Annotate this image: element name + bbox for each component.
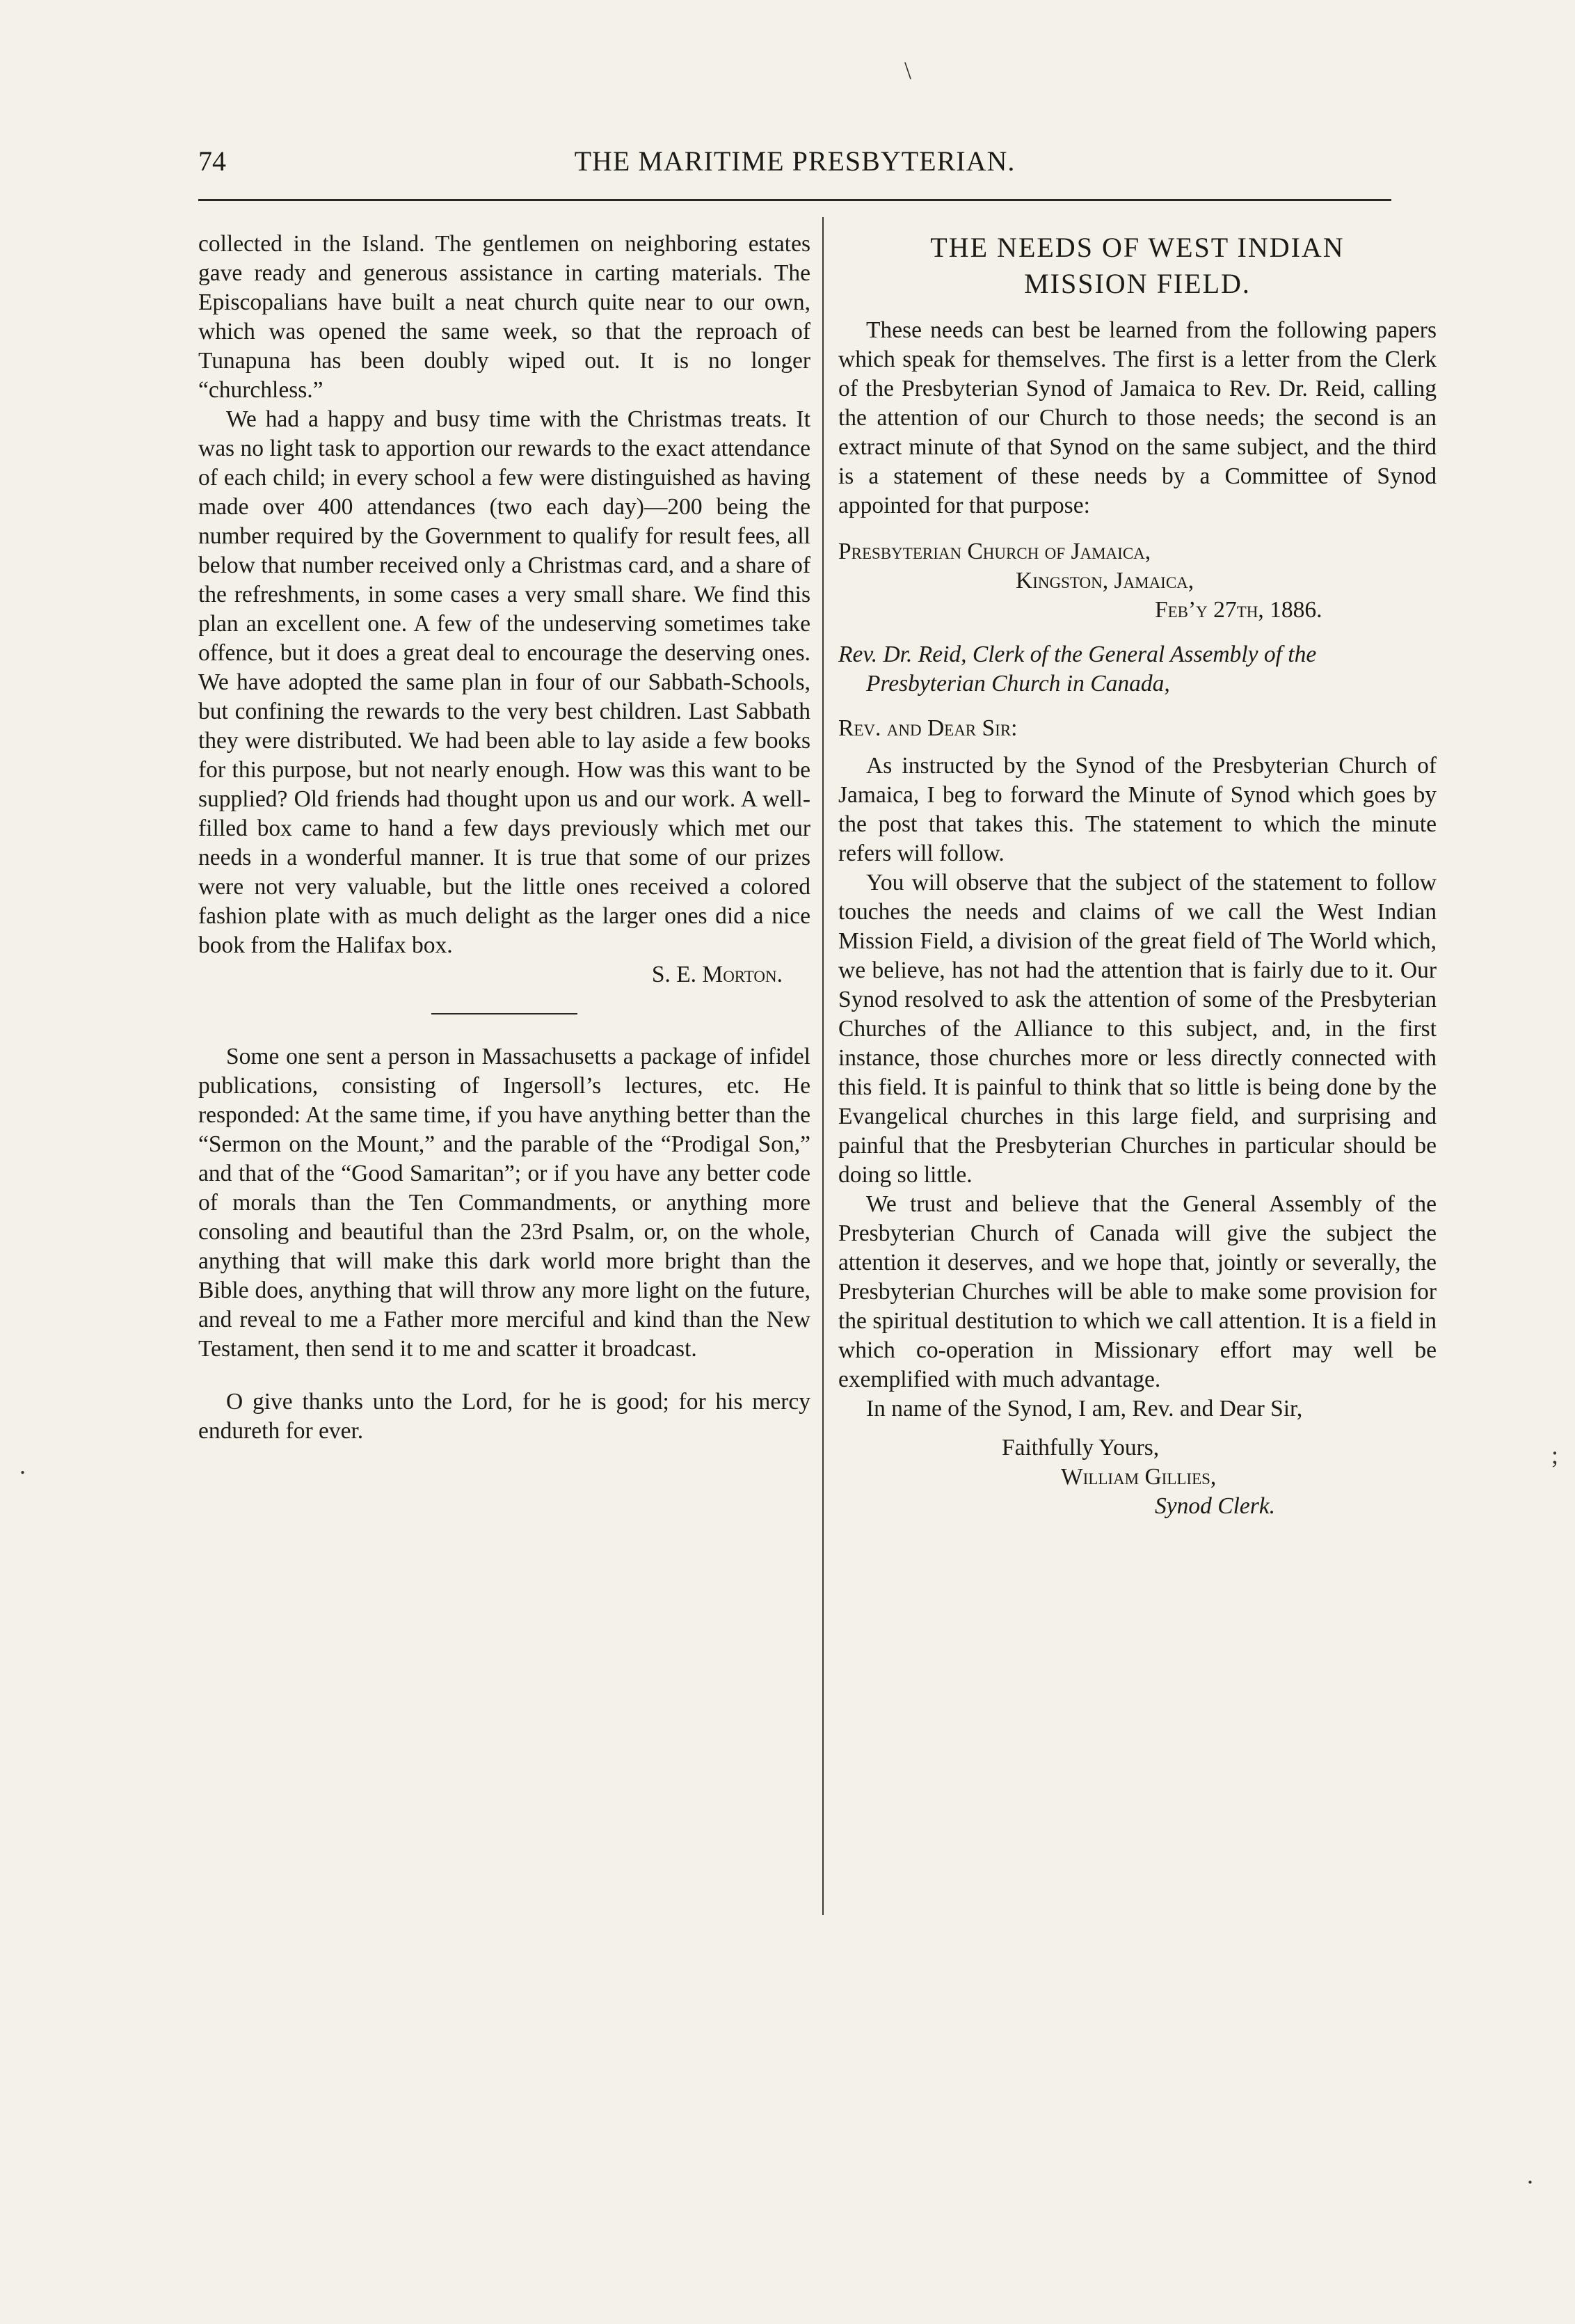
scan-mark: ; xyxy=(1551,1441,1559,1469)
section-divider xyxy=(431,1013,577,1014)
scan-mark: . xyxy=(1527,2161,1533,2189)
letter-paragraph: You will observe that the subject of the statement to follow touches the needs and claims of we call the West Indian Mission Field, a division of the great field of The World which, we believe, has not had the attention that is fairly due to it. Our Synod resolved to ask the attention of some of the Presbyterian Churches of the Alliance to this subject, and, in the first instance, those churches more or less directly connected with this field. It is painful to think that so little is being done by the Evangelical churches in this large field, and surprising and painful that the Presbyterian Churches in particular should be doing so little. xyxy=(838,870,1437,1188)
article-title-line: MISSION FIELD. xyxy=(1024,268,1251,299)
column-rule xyxy=(822,217,824,1915)
spacer xyxy=(198,1364,810,1387)
paragraph-verse: O give thanks unto the Lord, for he is good; for his mercy endureth for ever. xyxy=(198,1389,810,1444)
closing-phrase: Faithfully Yours, xyxy=(1002,1435,1160,1461)
article-title-line: THE NEEDS OF WEST INDIAN xyxy=(930,232,1345,263)
article-title xyxy=(838,230,1437,302)
scan-mark: \ xyxy=(904,56,912,84)
paragraph-anecdote: Some one sent a person in Massachusetts a package of infidel publications, consisting of Ingersoll’s lectures, etc. He responded: At the same time, if you have anything better than the “Sermon on the Mount,” and the parable of the “Prodigal Son,” and that of the “Good Samaritan”; or if you have any better code of morals than the Ten Commandments, or anything more consoling and beautiful than the 23rd Psalm, or, on the whole, anything that will make this dark world more bright than the Bible does, anything that will throw any more light on the future, and reveal to me a Father more merciful and kind than the New Testament, then send it to me and scatter it broadcast. xyxy=(198,1044,810,1362)
page-number: 74 xyxy=(198,145,226,177)
author-signature: S. E. Morton. xyxy=(651,962,783,987)
paragraph-continued: collected in the Island. The gentlemen on neighboring estates gave ready and generous assistance in carting materials. The Episcopalians have built a neat church quite near to our own, which was opened the same week, so that the reproach of Tunapuna has been doubly wiped out. It is no longer “churchless.” xyxy=(198,231,810,403)
address-date: Feb’y 27th, 1886. xyxy=(1155,597,1322,623)
signer-name: William Gillies, xyxy=(1061,1464,1217,1490)
letter-paragraph: In name of the Synod, I am, Rev. and Dear Sir, xyxy=(866,1396,1303,1422)
header-rule xyxy=(198,199,1391,201)
address-line: Presbyterian Church of Jamaica, xyxy=(838,539,1151,564)
scan-mark: . xyxy=(19,1451,26,1479)
paragraph-intro: These needs can best be learned from the following papers which speak for themselves. The first is a letter from the Clerk of the Presbyterian Synod of Jamaica to Rev. Dr. Reid, calling the attention of our Church to those needs; the second is an extract minute of that Synod on the same subject, and the third is a statement of these needs by a Committee of Synod appointed for that purpose: xyxy=(838,317,1437,518)
left-column xyxy=(198,230,810,1446)
journal-title: THE MARITIME PRESBYTERIAN. xyxy=(574,145,1016,177)
right-column xyxy=(838,230,1437,1521)
letter-address xyxy=(838,537,1437,625)
running-header xyxy=(198,145,1391,186)
letter-recipient: Rev. Dr. Reid, Clerk of the General Assembly of the Presbyterian Church in Canada, xyxy=(838,642,1317,697)
letter-salutation: Rev. and Dear Sir: xyxy=(838,715,1018,741)
signer-title: Synod Clerk. xyxy=(1155,1493,1276,1519)
letter-paragraph: We trust and believe that the General Assembly of the Presbyterian Church of Canada will give the subject the attention it deserves, and we hope that, jointly or severally, the Presbyterian Churches will be able to make some provision for the spiritual destitution to which we call attention. It is a field in which co-operation in Missionary effort may well be exemplified with much advantage. xyxy=(838,1191,1437,1392)
letter-closing xyxy=(838,1433,1437,1521)
address-line: Kingston, Jamaica, xyxy=(1016,568,1194,594)
letter-paragraph: As instructed by the Synod of the Presbyterian Church of Jamaica, I beg to forward the Minute of Synod which goes by the post that takes this. The statement to which the minute refers will follow. xyxy=(838,753,1437,866)
paragraph-christmas-treats: We had a happy and busy time with the Christmas treats. It was no light task to apportion our rewards to the exact attendance of each child; in every school a few were distinguished as having made over 400 attendances (two each day)—200 being the number required by the Government to qualify for result fees, all below that number received only a Christmas card, and a share of the refreshments, in some cases a very small share. We find this plan an excellent one. A few of the undeserving sometimes take offence, but it does a great deal to encourage the deserving ones. We have adopted the same plan in four of our Sabbath-Schools, but confining the rewards to the very best children. Last Sabbath they were distributed. We had been able to lay aside a few books for this purpose, but not nearly enough. How was this want to be supplied? Old friends had thought upon us and our work. A well-filled box came to hand a few days previously which met our needs in a wonderful manner. It is true that some of our prizes were not very valuable, but the little ones received a colored fashion plate with as much delight as the larger ones did a nice book from the Halifax box. xyxy=(198,406,810,958)
